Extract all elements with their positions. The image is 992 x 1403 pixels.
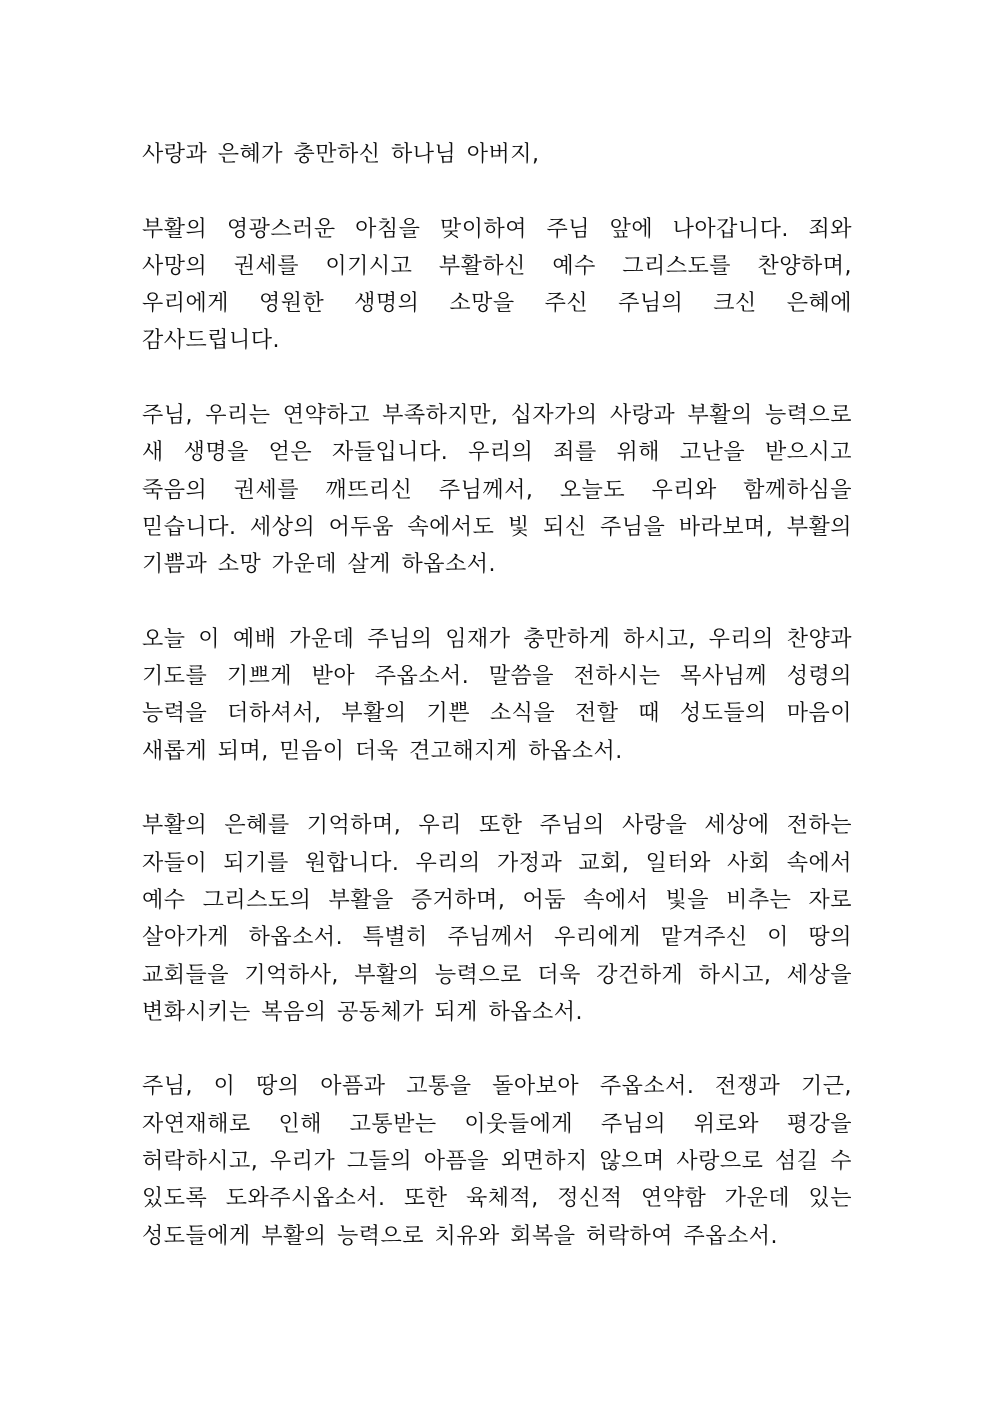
- prayer-text: [142, 136, 852, 1292]
- paragraph-1: 부활의 영광스러운 아침을 맞이하여 주님 앞에 나아갑니다. 죄와 사망의 권세를 이기시고 부활하신 예수 그리스도를 찬양하며, 우리에게 영원한 생명의 소망을 주신 주님의 크신 은혜에 감사드립니다.: [142, 216, 852, 354]
- paragraph-4: 부활의 은혜를 기억하며, 우리 또한 주님의 사랑을 세상에 전하는 자들이 되기를 원합니다. 우리의 가정과 교회, 일터와 사회 속에서 예수 그리스도의 부활을 증거하며, 어둠 속에서 빛을 비추는 자로 살아가게 하옵소서. 특별히 주님께서 우리에게 맡겨주신 이 땅의 교회들을 기억하사, 부활의 능력으로 더욱 강건하게 하시고, 세상을 변화시키는 복음의 공동체가 되게 하옵소서.: [142, 813, 852, 1025]
- paragraph-2: 주님, 우리는 연약하고 부족하지만, 십자가의 사랑과 부활의 능력으로 새 생명을 얻은 자들입니다. 우리의 죄를 위해 고난을 받으시고 죽음의 권세를 깨뜨리신 주님께서, 오늘도 우리와 함께하심을 믿습니다. 세상의 어두움 속에서도 빛 되신 주님을 바라보며, 부활의 기쁨과 소망 가운데 살게 하옵소서.: [142, 403, 852, 578]
- paragraph-3: 오늘 이 예배 가운데 주님의 임재가 충만하게 하시고, 우리의 찬양과 기도를 기쁘게 받아 주옵소서. 말씀을 전하시는 목사님께 성령의 능력을 더하셔서, 부활의 기쁜 소식을 전할 때 성도들의 마음이 새롭게 되며, 믿음이 더욱 견고해지게 하옵소서.: [142, 626, 852, 764]
- greeting: 사랑과 은혜가 충만하신 하나님 아버지,: [142, 142, 540, 167]
- paragraph-5: 주님, 이 땅의 아픔과 고통을 돌아보아 주옵소서. 전쟁과 기근, 자연재해로 인해 고통받는 이웃들에게 주님의 위로와 평강을 허락하시고, 우리가 그들의 아픔을 외면하지 않으며 사랑으로 섬길 수 있도록 도와주시옵소서. 또한 육체적, 정신적 연약함 가운데 있는 성도들에게 부활의 능력으로 치유와 회복을 허락하여 주옵소서.: [142, 1074, 852, 1249]
